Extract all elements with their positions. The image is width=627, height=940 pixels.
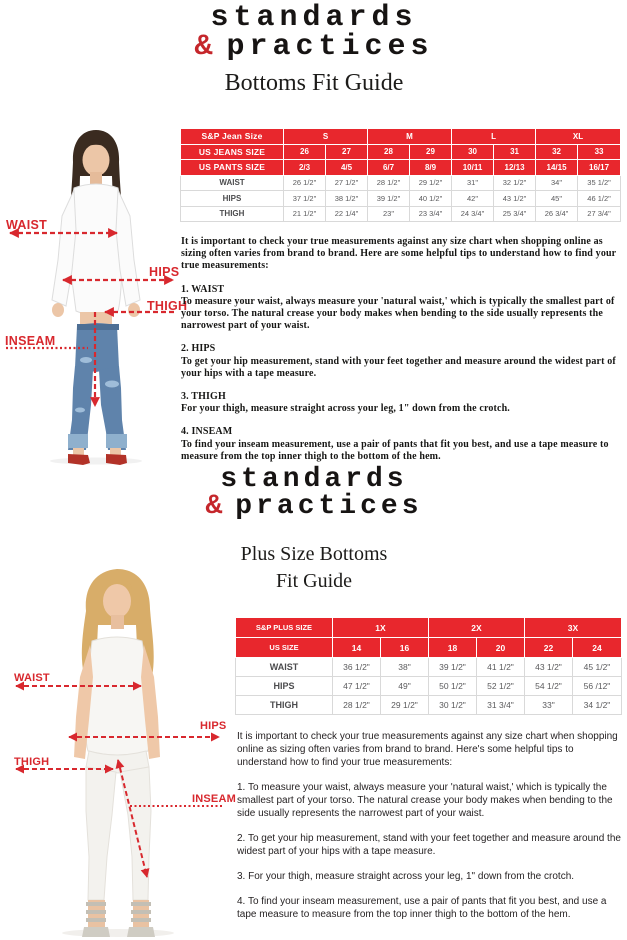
value-cell: 42" xyxy=(452,191,494,207)
value-cell: 20 xyxy=(477,638,525,658)
hips-label: HIPS xyxy=(149,265,180,279)
value-cell: 36 1/2" xyxy=(333,658,381,677)
value-cell: 26 1/2" xyxy=(284,175,326,191)
tip-hips: 2. To get your hip measurement, stand with your feet together and measure around the widest part of your hips with a tape measure. xyxy=(237,833,621,857)
tip-thigh-body: For your thigh, measure straight across your leg, 1" down from the crotch. xyxy=(181,403,510,415)
value-cell: 31 3/4" xyxy=(477,696,525,715)
value-cell: 28 1/2" xyxy=(368,175,410,191)
tip-hips-body: To get your hip measurement, stand with your feet together and measure around the widest part of your hips with a tape measure. xyxy=(181,355,616,379)
value-cell: 56 /12" xyxy=(573,677,622,696)
us-pants-size-row xyxy=(181,160,621,176)
value-cell: 16 xyxy=(381,638,429,658)
value-cell: 46 1/2" xyxy=(578,191,621,207)
value-cell: 30 1/2" xyxy=(429,696,477,715)
value-cell: 34" xyxy=(536,175,578,191)
inseam-label: INSEAM xyxy=(192,793,236,805)
value-cell: 26 3/4" xyxy=(536,206,578,222)
value-cell: 29 1/2" xyxy=(381,696,429,715)
waist-row xyxy=(181,175,621,191)
tip-inseam-body: To find your inseam measurement, use a pair of pants that fit you best, and use a tape measure to measure from the top inner thigh to the bottom of the hem. xyxy=(181,438,609,462)
value-cell: 49" xyxy=(381,677,429,696)
value-cell: 24 3/4" xyxy=(452,206,494,222)
us-size-row xyxy=(236,638,622,658)
value-cell: 14/15 xyxy=(536,160,578,176)
size-group-cell: S xyxy=(284,129,368,145)
tip-inseam-heading: 4. INSEAM xyxy=(181,426,233,438)
value-cell: 26 xyxy=(284,144,326,160)
plus-size-chart xyxy=(235,617,622,715)
value-cell: 45 1/2" xyxy=(573,658,622,677)
value-cell: 29 1/2" xyxy=(410,175,452,191)
row-label: THIGH xyxy=(236,696,333,715)
value-cell: 37 1/2" xyxy=(284,191,326,207)
value-cell: 10/11 xyxy=(452,160,494,176)
size-group-header-row xyxy=(181,129,621,145)
plus-group-header-row xyxy=(236,618,622,638)
row-label: WAIST xyxy=(236,658,333,677)
thigh-row xyxy=(181,206,621,222)
thigh-label: THIGH xyxy=(147,299,188,313)
size-group-cell: L xyxy=(452,129,536,145)
size-group-cell: XL xyxy=(536,129,621,145)
value-cell: 34 1/2" xyxy=(573,696,622,715)
value-cell: 32 xyxy=(536,144,578,160)
value-cell: 33" xyxy=(525,696,573,715)
value-cell: 14 xyxy=(333,638,381,658)
value-cell: 27 1/2" xyxy=(326,175,368,191)
section2-title-line1: Plus Size Bottoms xyxy=(240,543,388,565)
tip-waist: 1. To measure your waist, always measure your 'natural waist,' which is typically the smallest part of your torso. The natural crease your body makes when bending to the side usually represents the narrowest part of your waist. xyxy=(237,782,613,819)
value-cell: 32 1/2" xyxy=(494,175,536,191)
tips-intro: It is important to check your true measurements against any size chart when shopping online as sizing often varies from brand to brand. Here are some helpful tips to understand how to find your true measurements: xyxy=(181,236,617,272)
inseam-label: INSEAM xyxy=(5,334,56,348)
value-cell: 54 1/2" xyxy=(525,677,573,696)
value-cell: 45" xyxy=(536,191,578,207)
brand-line1: standards xyxy=(220,464,408,495)
value-cell: 2/3 xyxy=(284,160,326,176)
value-cell: 27 3/4" xyxy=(578,206,621,222)
value-cell: 29 xyxy=(410,144,452,160)
tip-hips xyxy=(181,343,625,380)
brand-line1: standards xyxy=(210,1,418,35)
value-cell: 16/17 xyxy=(578,160,621,176)
value-cell: 18 xyxy=(429,638,477,658)
waist-label: WAIST xyxy=(14,672,50,684)
value-cell: 43 1/2" xyxy=(494,191,536,207)
row-label: US JEANS SIZE xyxy=(181,144,284,160)
value-cell: 8/9 xyxy=(410,160,452,176)
value-cell: 50 1/2" xyxy=(429,677,477,696)
hips-row xyxy=(181,191,621,207)
value-cell: 21 1/2" xyxy=(284,206,326,222)
value-cell: 28 xyxy=(368,144,410,160)
brand-logo xyxy=(139,1,489,64)
tip-thigh-heading: 3. THIGH xyxy=(181,391,226,403)
value-cell: 38" xyxy=(381,658,429,677)
value-cell: 38 1/2" xyxy=(326,191,368,207)
model-photo-plus xyxy=(0,555,235,940)
value-cell: 28 1/2" xyxy=(333,696,381,715)
row-label: US SIZE xyxy=(236,638,333,658)
value-cell: 33 xyxy=(578,144,621,160)
tip-thigh: 3. For your thigh, measure straight across your leg, 1" down from the crotch. xyxy=(237,871,575,882)
value-cell: 23" xyxy=(368,206,410,222)
model-photo-regular xyxy=(0,120,188,465)
tip-waist xyxy=(181,284,625,333)
value-cell: 27 xyxy=(326,144,368,160)
section2-title-line2: Fit Guide xyxy=(275,570,353,592)
model-illustration-plus xyxy=(0,555,235,940)
value-cell: 25 3/4" xyxy=(494,206,536,222)
model-illustration-regular xyxy=(0,120,180,465)
row-label: HIPS xyxy=(236,677,333,696)
value-cell: 47 1/2" xyxy=(333,677,381,696)
row-label: THIGH xyxy=(181,206,284,222)
tip-waist-heading: 1. WAIST xyxy=(181,283,225,295)
waist-row xyxy=(236,658,622,677)
tip-thigh xyxy=(181,391,625,415)
value-cell: 6/7 xyxy=(368,160,410,176)
table-corner-label: S&P PLUS SIZE xyxy=(236,618,333,638)
row-label: US PANTS SIZE xyxy=(181,160,284,176)
value-cell: 39 1/2" xyxy=(429,658,477,677)
waist-label: WAIST xyxy=(6,218,48,232)
brand-ampersand: & xyxy=(205,491,227,522)
value-cell: 39 1/2" xyxy=(368,191,410,207)
size-group-cell: M xyxy=(368,129,452,145)
tip-waist-body: To measure your waist, always measure your 'natural waist,' which is typically the smallest part of your torso. The natural crease your body makes when bending to the side usually represents the narrowest part of your waist. xyxy=(181,295,615,332)
hips-row xyxy=(236,677,622,696)
brand-ampersand: & xyxy=(194,30,218,64)
brand-line2 xyxy=(139,493,489,520)
value-cell: 30 xyxy=(452,144,494,160)
value-cell: 41 1/2" xyxy=(477,658,525,677)
tip-hips-heading: 2. HIPS xyxy=(181,343,216,355)
brand-line2 xyxy=(139,30,489,64)
value-cell: 52 1/2" xyxy=(477,677,525,696)
tip-inseam: 4. To find your inseam measurement, use a pair of pants that fit you best, and use a tape measure to measure from the top inner thigh to the bottom of the hem. xyxy=(237,896,607,920)
value-cell: 12/13 xyxy=(494,160,536,176)
value-cell: 22 xyxy=(525,638,573,658)
value-cell: 40 1/2" xyxy=(410,191,452,207)
row-label: HIPS xyxy=(181,191,284,207)
size-group-cell: 2X xyxy=(429,618,525,638)
measurement-tips-regular xyxy=(181,236,625,474)
row-label: WAIST xyxy=(181,175,284,191)
section1-title: Bottoms Fit Guide xyxy=(224,70,404,96)
value-cell: 24 xyxy=(573,638,622,658)
value-cell: 22 1/4" xyxy=(326,206,368,222)
value-cell: 43 1/2" xyxy=(525,658,573,677)
thigh-row xyxy=(236,696,622,715)
brand-line2-text: practices xyxy=(226,30,434,64)
thigh-label: THIGH xyxy=(14,756,50,768)
size-group-cell: 1X xyxy=(333,618,429,638)
us-jeans-size-row xyxy=(181,144,621,160)
jeans-size-chart xyxy=(180,128,621,222)
brand-line2-text: practices xyxy=(235,491,423,522)
tips-intro: It is important to check your true measurements against any size chart when shopping online as sizing often varies from brand to brand. Here's some helpful tips to understand how to find your true measurements: xyxy=(237,731,618,768)
value-cell: 35 1/2" xyxy=(578,175,621,191)
table-corner-label: S&P Jean Size xyxy=(181,129,284,145)
value-cell: 31 xyxy=(494,144,536,160)
value-cell: 31" xyxy=(452,175,494,191)
value-cell: 23 3/4" xyxy=(410,206,452,222)
tip-inseam xyxy=(181,426,625,463)
brand-logo-plus xyxy=(139,466,489,520)
value-cell: 4/5 xyxy=(326,160,368,176)
size-group-cell: 3X xyxy=(525,618,622,638)
hips-label: HIPS xyxy=(200,720,227,732)
measurement-tips-plus xyxy=(237,730,626,933)
